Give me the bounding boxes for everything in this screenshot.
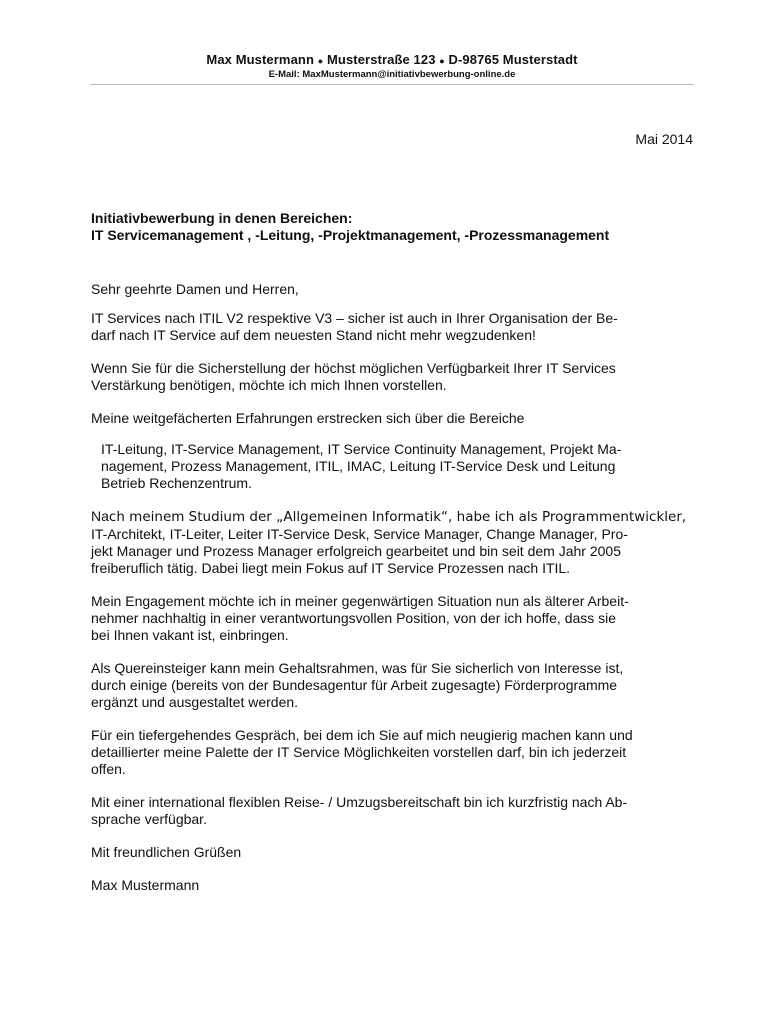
paragraph-line: darf nach IT Service auf dem neuesten Stand nicht mehr wegzudenken! — [91, 327, 536, 343]
separator-dot: ● — [317, 56, 324, 66]
sender-street: Musterstraße 123 — [326, 52, 436, 67]
subject-block — [91, 210, 609, 244]
signature-name: Max Mustermann — [91, 877, 200, 893]
paragraph-line: Betrieb Rechenzentrum. — [101, 475, 252, 491]
sender-city: D-98765 Musterstadt — [448, 52, 578, 67]
sender-address-line — [90, 52, 694, 69]
paragraph-line: IT Services nach ITIL V2 respektive V3 – sicher ist auch in Ihrer Organisation der Be- — [91, 310, 618, 326]
header-divider — [90, 84, 694, 85]
paragraph-line — [91, 508, 691, 526]
salutation: Sehr geehrte Damen und Herren, — [91, 281, 299, 297]
paragraph-line: IT-Leitung, IT-Service Management, IT Service Continuity Management, Projekt Ma- — [101, 441, 622, 457]
paragraph-line: Verstärkung benötigen, möchte ich mich Ihnen vorstellen. — [91, 377, 447, 393]
subject-line-2: IT Servicemanagement , -Leitung, -Projektmanagement, -Prozessmanagement — [91, 227, 610, 243]
paragraph-line: Mit einer international flexiblen Reise- / Umzugsbereitschaft bin ich kurzfristig nach Ab- — [91, 794, 628, 810]
closing: Mit freundlichen Grüßen — [91, 844, 242, 860]
paragraph-line: bei Ihnen vakant ist, einbringen. — [91, 627, 289, 643]
paragraph-line: ergänzt und ausgestaltet werden. — [91, 694, 299, 710]
paragraph-continuation: ch meinem Studium der „Allgemeinen Informatik“, habe ich als Programmentwickler, — [108, 509, 687, 525]
paragraph-start: Na — [91, 508, 109, 524]
paragraph-8 — [91, 727, 691, 778]
paragraph-line: detaillierter meine Palette der IT Service Möglichkeiten vorstellen darf, bin ich jederzeit — [91, 744, 627, 760]
paragraph-5 — [91, 508, 691, 577]
sender-name: Max Mustermann — [206, 52, 314, 67]
paragraph-line: jekt Manager und Prozess Manager erfolgreich gearbeitet und bin seit dem Jahr 2005 — [91, 543, 621, 559]
letter-body — [91, 281, 691, 910]
letter-date: Mai 2014 — [635, 131, 693, 147]
separator-dot: ● — [439, 56, 445, 66]
paragraph-line: nehmer nachhaltig in einer verantwortungsvollen Position, von der ich hoffe, dass sie — [91, 610, 617, 626]
paragraph-line: nagement, Prozess Management, ITIL, IMAC, Leitung IT-Service Desk und Leitung — [101, 458, 616, 474]
paragraph-line: Für ein tiefergehendes Gespräch, bei dem ich Sie auf mich neugierig machen kann und — [91, 727, 633, 743]
paragraph-3 — [91, 410, 691, 427]
paragraph-line: durch einige (bereits von der Bundesagentur für Arbeit zugesagte) Förderprogramme — [91, 677, 618, 693]
paragraph-line: Wenn Sie für die Sicherstellung der höchst möglichen Verfügbarkeit Ihrer IT Services — [91, 360, 616, 376]
paragraph-9 — [91, 794, 691, 828]
paragraph-line: offen. — [91, 761, 126, 777]
sender-email: E-Mail: MaxMustermann@initiativbewerbung-online.de — [268, 69, 516, 80]
paragraph-line: sprache verfügbar. — [91, 811, 207, 827]
paragraph-6 — [91, 593, 691, 644]
subject-line-1: Initiativbewerbung in denen Bereichen: — [91, 210, 353, 226]
letterhead — [90, 52, 694, 81]
areas-list — [101, 441, 691, 492]
paragraph-1 — [91, 310, 691, 344]
paragraph-2 — [91, 360, 691, 394]
paragraph-line: Mein Engagement möchte ich in meiner gegenwärtigen Situation nun als älterer Arbeit- — [91, 593, 629, 609]
paragraph-line: IT-Architekt, IT-Leiter, Leiter IT-Service Desk, Service Manager, Change Manager, Pro- — [91, 526, 628, 542]
paragraph-line: freiberuflich tätig. Dabei liegt mein Fokus auf IT Service Prozessen nach ITIL. — [91, 560, 571, 576]
paragraph-7 — [91, 660, 691, 711]
paragraph-line: Als Quereinsteiger kann mein Gehaltsrahmen, was für Sie sicherlich von Interesse ist, — [91, 660, 624, 676]
paragraph-line: Meine weitgefächerten Erfahrungen erstrecken sich über die Bereiche — [91, 410, 525, 426]
